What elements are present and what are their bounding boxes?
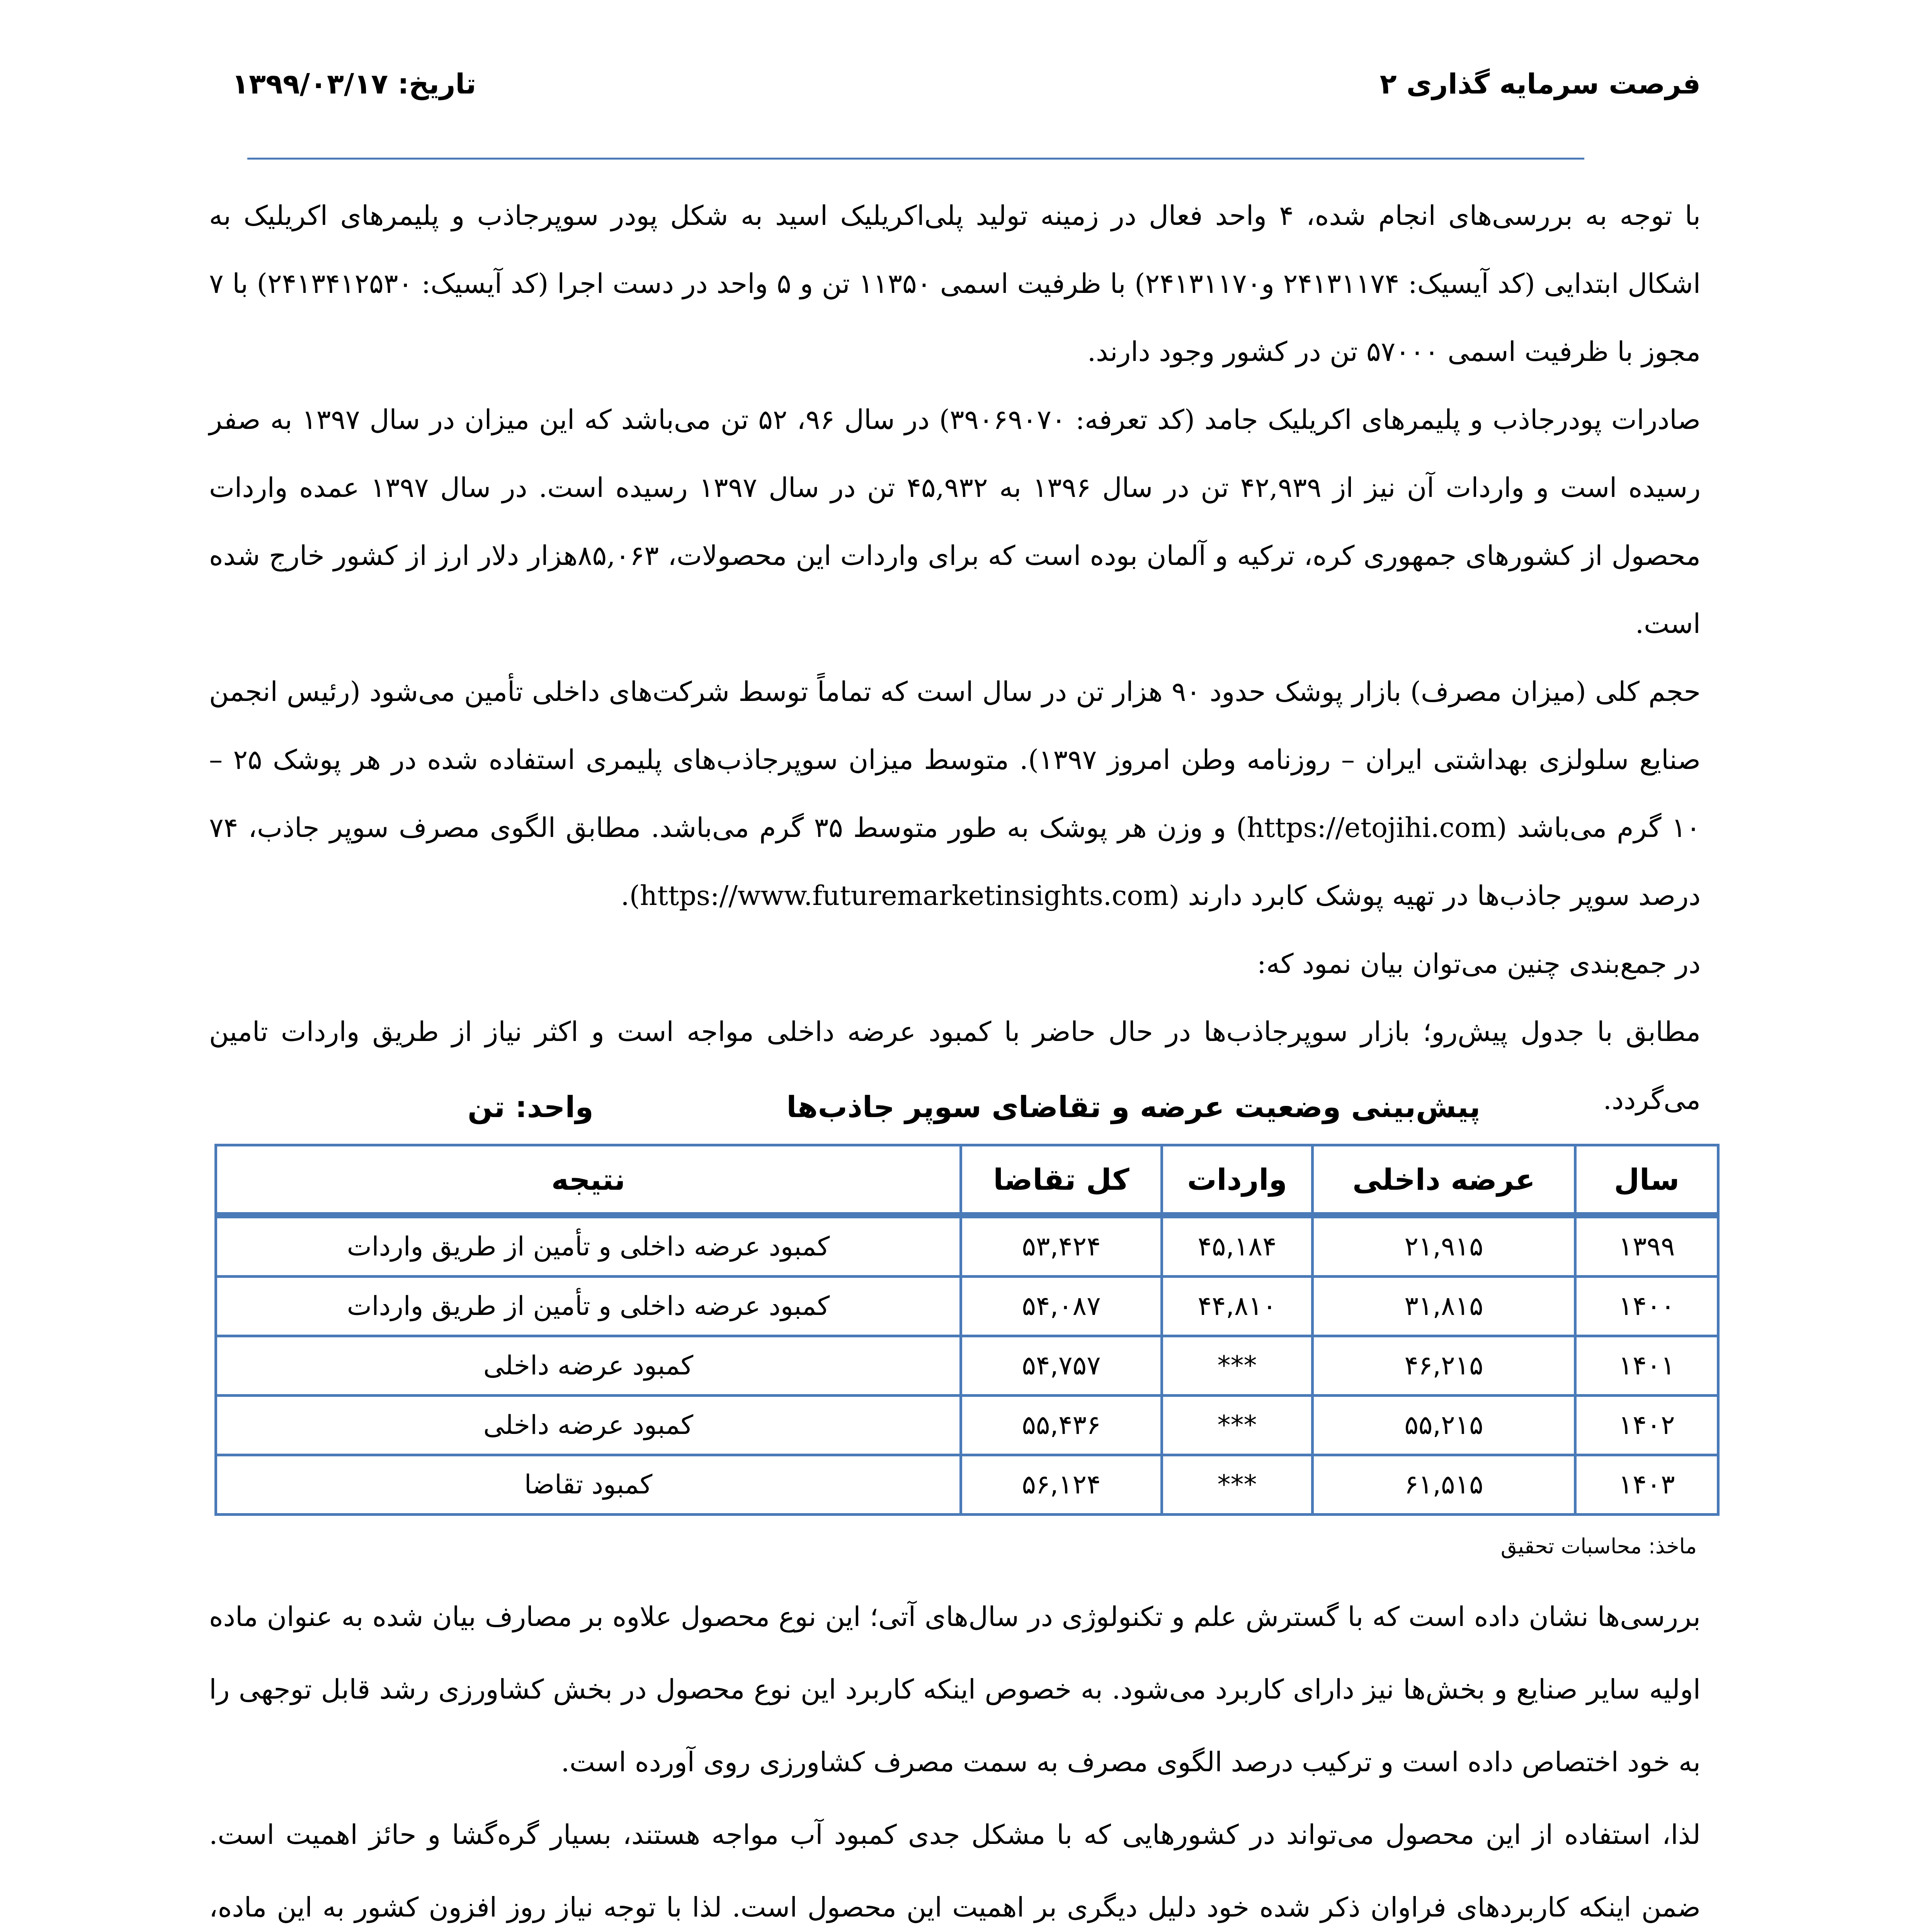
cell-imports: *** (1162, 1396, 1313, 1455)
header-divider (247, 158, 1584, 160)
cell-total-demand: ۵۴,۰۸۷ (961, 1277, 1162, 1336)
paragraph: حجم کلی (میزان مصرف) بازار پوشک حدود ۹۰ هزار تن در سال است که تماماً توسط شرکت‌های داخلی تأمین می‌شود (رئیس انجمن صنایع سلولزی بهداشتی ایران – روزنامه وطن امروز ۱۳۹۷). متوسط میزان سوپرجاذب‌های پلیمری استفاده شده در هر پوشک ۲۵ – ۱۰ گرم می‌باشد (https://etojihi.com) و وزن هر پوشک به طور متوسط ۳۵ گرم می‌باشد. مطابق الگوی مصرف سوپر جاذب، ۷۴ درصد سوپر جاذب‌ها در تهیه پوشک کابرد دارند (https://www.futuremarketinsights.com). (209, 676, 1701, 912)
paragraph: لذا، استفاده از این محصول می‌تواند در کشورهایی که با مشکل جدی کمبود آب مواجه هستند، بسیار گره‌گشا و حائز اهمیت است. ضمن اینکه کاربردهای فراوان ذکر شده خود دلیل دیگری بر اهمیت این محصول است. لذا با توجه نیاز روز افزون کشور به این ماده، (209, 1819, 1701, 1923)
table-row (216, 1396, 1718, 1455)
table-header-row (216, 1145, 1718, 1216)
cell-result: کمبود تقاضا (216, 1455, 961, 1515)
table-title: پیش‌بینی وضعیت عرضه و تقاضای سوپر جاذب‌ها (786, 1090, 1480, 1124)
cell-imports: ۴۴,۸۱۰ (1162, 1277, 1313, 1336)
column-header-imports: واردات (1162, 1145, 1313, 1216)
cell-domestic-supply: ۲۱,۹۱۵ (1313, 1215, 1575, 1277)
table-unit: واحد: تن (468, 1090, 594, 1124)
cell-total-demand: ۵۴,۷۵۷ (961, 1336, 1162, 1396)
paragraph: صادرات پودرجاذب و پلیمرهای اکریلیک جامد (کد تعرفه: ۳۹۰۶۹۰۷۰) در سال ۹۶، ۵۲ تن می‌باشد که این میزان در سال ۱۳۹۷ به صفر رسیده است و واردات آن نیز از ۴۲,۹۳۹ تن در سال ۱۳۹۶ به ۴۵,۹۳۲ تن در سال ۱۳۹۷ رسیده است. در سال ۱۳۹۷ عمده واردات محصول از کشورهای جمهوری کره، ترکیه و آلمان بوده است که برای واردات این محصولات، ۸۵,۰۶۳هزار دلار ارز از کشور خارج شده است. (209, 404, 1701, 639)
cell-year: ۱۴۰۲ (1575, 1396, 1718, 1455)
page-header-date: تاریخ: ۱۳۹۹/۰۳/۱۷ (232, 68, 476, 100)
cell-total-demand: ۵۳,۴۲۴ (961, 1215, 1162, 1277)
cell-imports: ۴۵,۱۸۴ (1162, 1215, 1313, 1277)
column-header-result: نتیجه (216, 1145, 961, 1216)
cell-year: ۱۴۰۰ (1575, 1277, 1718, 1336)
cell-year: ۱۴۰۳ (1575, 1455, 1718, 1515)
cell-domestic-supply: ۴۶,۲۱۵ (1313, 1336, 1575, 1396)
table-row (216, 1336, 1718, 1396)
paragraph: بررسی‌ها نشان داده است که با گسترش علم و تکنولوژی در سال‌های آتی؛ این نوع محصول علاوه بر مصارف بیان شده به عنوان ماده اولیه سایر صنایع و بخش‌ها نیز دارای کاربرد می‌شود. به خصوص اینکه کاربرد این نوع محصول در بخش کشاورزی رشد قابل توجهی را به خود اختصاص داده است و ترکیب درصد الگوی مصرف به سمت مصرف کشاورزی روی آورده است. (209, 1601, 1701, 1778)
table-row (216, 1215, 1718, 1277)
cell-imports: *** (1162, 1336, 1313, 1396)
page-header-title: فرصت سرمایه گذاری ۲ (1379, 68, 1701, 100)
cell-result: کمبود عرضه داخلی (216, 1336, 961, 1396)
cell-result: کمبود عرضه داخلی (216, 1396, 961, 1455)
supply-demand-table (214, 1144, 1720, 1516)
paragraph: در جمع‌بندی چنین می‌توان بیان نمود که: (1257, 948, 1701, 980)
column-header-domestic-supply: عرضه داخلی (1313, 1145, 1575, 1216)
body-text-bottom (209, 1580, 1701, 1932)
cell-domestic-supply: ۶۱,۵۱۵ (1313, 1455, 1575, 1515)
body-text-top (209, 182, 1701, 1134)
column-header-total-demand: کل تقاضا (961, 1145, 1162, 1216)
cell-domestic-supply: ۳۱,۸۱۵ (1313, 1277, 1575, 1336)
cell-year: ۱۴۰۱ (1575, 1336, 1718, 1396)
paragraph: با توجه به بررسی‌های انجام شده، ۴ واحد فعال در زمینه تولید پلی‌اکریلیک اسید به شکل پودر سوپرجاذب و پلیمرهای اکریلیک به اشکال ابتدایی (کد آیسیک: ۲۴۱۳۱۱۷۴ و۲۴۱۳۱۱۷۰) با ظرفیت اسمی ۱۱۳۵۰ تن و ۵ واحد در دست اجرا (کد آیسیک: ۲۴۱۳۴۱۲۵۳۰) با ۷ مجوز با ظرفیت اسمی ۵۷۰۰۰ تن در کشور وجود دارند. (209, 200, 1701, 367)
table-row (216, 1455, 1718, 1515)
column-header-year: سال (1575, 1145, 1718, 1216)
cell-year: ۱۳۹۹ (1575, 1215, 1718, 1277)
cell-total-demand: ۵۶,۱۲۴ (961, 1455, 1162, 1515)
table-source-note: ماخذ: محاسبات تحقیق (1500, 1534, 1697, 1558)
paragraph: مطابق با جدول پیش‌رو؛ بازار سوپرجاذب‌ها در حال حاضر با کمبود عرضه داخلی مواجه است و اکثر نیاز از طریق واردات تامین می‌گردد. (209, 1016, 1701, 1116)
cell-imports: *** (1162, 1455, 1313, 1515)
cell-domestic-supply: ۵۵,۲۱۵ (1313, 1396, 1575, 1455)
table-row (216, 1277, 1718, 1336)
cell-result: کمبود عرضه داخلی و تأمین از طریق واردات (216, 1215, 961, 1277)
cell-result: کمبود عرضه داخلی و تأمین از طریق واردات (216, 1277, 961, 1336)
cell-total-demand: ۵۵,۴۳۶ (961, 1396, 1162, 1455)
